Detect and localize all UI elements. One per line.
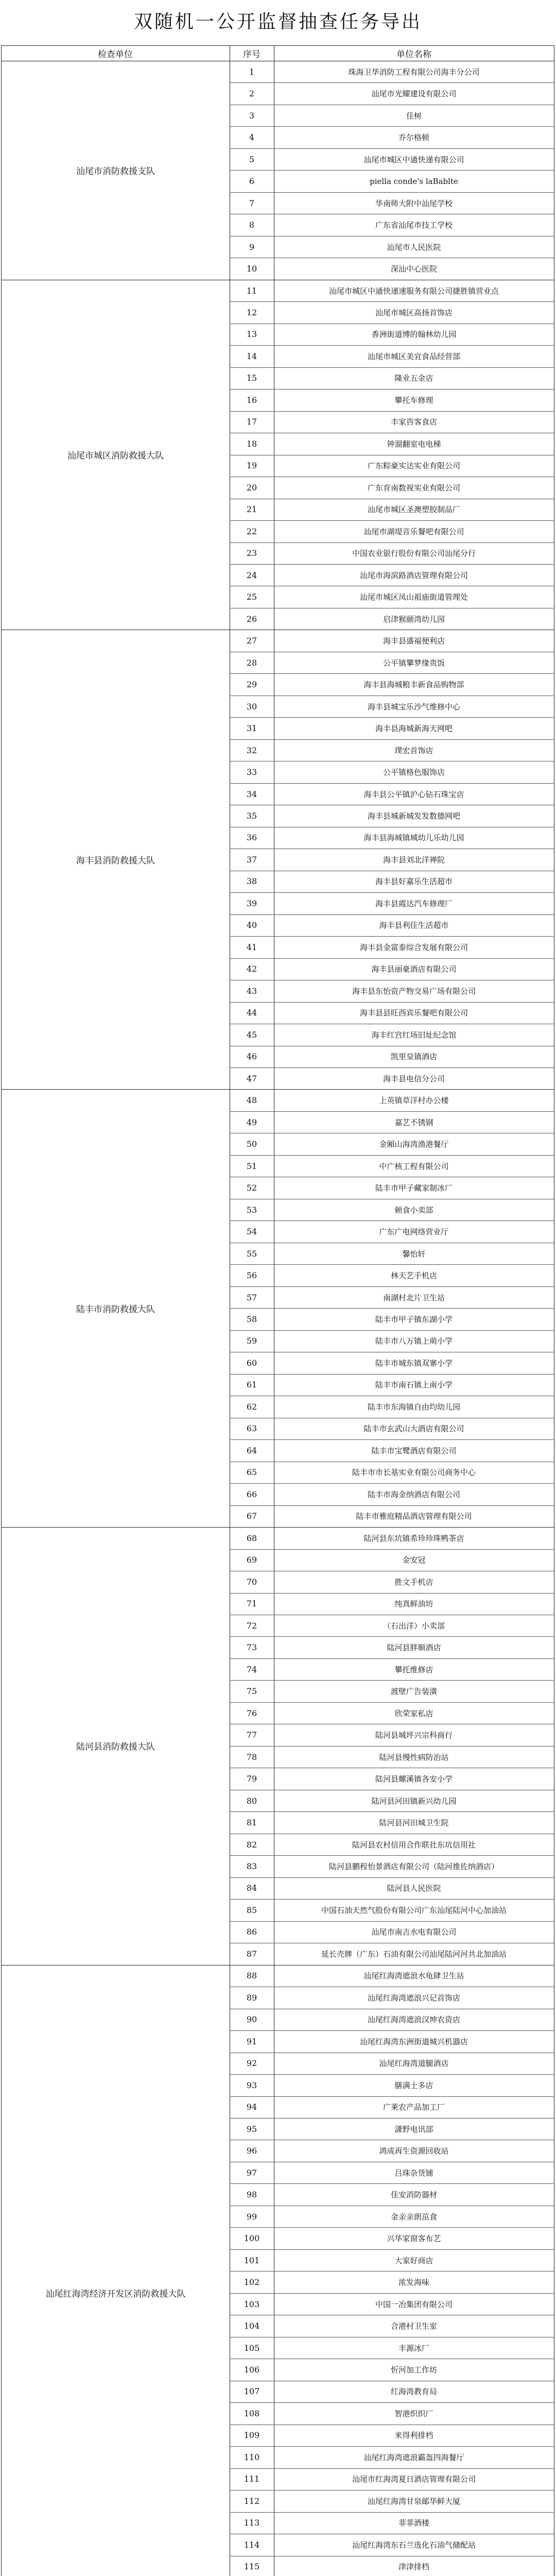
row-unit-name: 菲菲酒楼 bbox=[398, 2518, 429, 2528]
row-seq: 68 bbox=[246, 1533, 257, 1543]
row-unit-name: 海丰县东怡资产物交易广场有限公司 bbox=[352, 986, 476, 996]
row-seq: 7 bbox=[249, 198, 255, 208]
row-unit-name: 陆丰市宝鹭酒店有限公司 bbox=[371, 1446, 457, 1455]
row-unit-name: 攀托车修理 bbox=[394, 395, 433, 405]
row-unit-name: 汕尾市海滨路酒店管理有限公司 bbox=[359, 570, 468, 580]
row-seq: 105 bbox=[244, 2343, 260, 2353]
row-unit-name: 佳树 bbox=[406, 111, 422, 121]
row-unit-name: 深汕中心医院 bbox=[390, 264, 437, 274]
row-seq: 96 bbox=[246, 2146, 257, 2156]
row-seq: 113 bbox=[244, 2518, 260, 2528]
row-unit-name: （石出洋）小卖部 bbox=[383, 1621, 445, 1631]
row-unit-name: 陆河县慢性病防治站 bbox=[379, 1752, 449, 1762]
row-unit-name: 金厢山海湾渔港餐厅 bbox=[379, 1140, 449, 1149]
row-unit-name: 中广核工程有限公司 bbox=[379, 1161, 449, 1171]
row-seq: 51 bbox=[246, 1161, 257, 1171]
row-seq: 76 bbox=[246, 1708, 257, 1718]
row-unit-name: 兴华家窗客布艺 bbox=[387, 2234, 441, 2244]
row-seq: 56 bbox=[246, 1270, 257, 1281]
row-seq: 59 bbox=[246, 1336, 257, 1346]
row-unit-name: 陆河县东坑镇希珍珍珠鸭茶店 bbox=[363, 1533, 464, 1543]
row-seq: 9 bbox=[249, 242, 255, 252]
row-seq: 54 bbox=[246, 1227, 257, 1237]
row-seq: 42 bbox=[246, 964, 257, 974]
row-unit-name: 合港村卫生室 bbox=[390, 2321, 437, 2331]
row-unit-name: 嘉艺不锈钢 bbox=[394, 1117, 433, 1127]
row-seq: 84 bbox=[246, 1883, 257, 1893]
row-unit-name: 陆丰市甲子藏家制冰厂 bbox=[375, 1183, 453, 1193]
row-unit-name: 珠海卫华消防工程有限公司海丰分公司 bbox=[348, 67, 480, 77]
row-unit-name: 陆河县螺溪镇各安小学 bbox=[375, 1774, 453, 1784]
row-seq: 37 bbox=[246, 854, 257, 865]
row-seq: 93 bbox=[246, 2080, 257, 2090]
row-seq: 25 bbox=[246, 592, 257, 602]
row-seq: 83 bbox=[246, 1861, 257, 1871]
row-seq: 73 bbox=[246, 1642, 257, 1653]
row-seq: 38 bbox=[246, 876, 257, 887]
row-unit-name: 广东粽豪实达实业有限公司 bbox=[367, 461, 460, 471]
row-seq: 60 bbox=[246, 1358, 257, 1368]
row-unit-name: 红海湾教育局 bbox=[390, 2387, 437, 2397]
row-unit-name: piella conde's laBablte bbox=[370, 176, 458, 186]
row-seq: 8 bbox=[249, 220, 255, 230]
row-seq: 64 bbox=[246, 1445, 257, 1455]
inspection-unit: 汕尾市城区消防救援大队 bbox=[67, 451, 164, 462]
row-unit-name: 汕尾市光耀建设有限公司 bbox=[371, 89, 457, 99]
row-seq: 78 bbox=[246, 1752, 257, 1762]
row-seq: 101 bbox=[244, 2255, 260, 2265]
row-seq: 36 bbox=[246, 833, 257, 843]
row-unit-name: 丰家咨客食店 bbox=[390, 417, 437, 427]
row-unit-name: 香洲街道博的翰林幼儿园 bbox=[371, 330, 457, 340]
row-unit-name: 海丰县盛福便利店 bbox=[383, 636, 445, 646]
row-seq: 35 bbox=[246, 811, 257, 821]
row-unit-name: 汕尾市城区美宜食品经营部 bbox=[367, 351, 460, 361]
row-unit-name: 欣荣家私店 bbox=[394, 1708, 433, 1718]
row-seq: 17 bbox=[246, 417, 257, 427]
row-seq: 26 bbox=[246, 614, 257, 624]
row-seq: 16 bbox=[246, 395, 257, 405]
row-unit-name: 大家好商店 bbox=[394, 2256, 433, 2265]
row-unit-name: 海丰县利佳生活超市 bbox=[379, 921, 449, 930]
row-seq: 1 bbox=[249, 66, 255, 77]
row-seq: 53 bbox=[246, 1205, 257, 1215]
row-seq: 5 bbox=[249, 154, 255, 164]
row-seq: 95 bbox=[246, 2124, 257, 2134]
row-seq: 11 bbox=[246, 285, 257, 296]
row-unit-name: 陆丰市南石镇上南小学 bbox=[375, 1380, 453, 1390]
row-seq: 19 bbox=[246, 461, 257, 471]
row-unit-name: 汕尾市红海湾夏日酒店管理有限公司 bbox=[352, 2475, 476, 2484]
row-unit-name: 钟溜翻室电电梯 bbox=[387, 439, 441, 449]
row-seq: 29 bbox=[246, 680, 257, 690]
row-seq: 49 bbox=[246, 1117, 257, 1127]
row-seq: 52 bbox=[246, 1183, 257, 1193]
row-unit-name: 海丰县海城镇城幼儿乐幼儿园 bbox=[363, 833, 464, 843]
row-unit-name: 海丰县城新城发发数德网吧 bbox=[367, 811, 460, 821]
row-unit-name: 汕尾红海湾遮浪水龟肆卫生站 bbox=[363, 1971, 464, 1981]
row-seq: 88 bbox=[246, 1971, 257, 1981]
page-title: 双随机一公开监督抽查任务导出 bbox=[133, 11, 422, 32]
row-seq: 57 bbox=[246, 1292, 257, 1302]
row-seq: 33 bbox=[246, 767, 257, 777]
row-unit-name: 上英镇草洋村办公楼 bbox=[379, 1096, 449, 1106]
row-seq: 22 bbox=[246, 526, 257, 536]
row-unit-name: 馨怡轩 bbox=[402, 1249, 426, 1259]
row-seq: 81 bbox=[246, 1818, 257, 1828]
row-unit-name: 陆丰市雅庭精品酒店管理有限公司 bbox=[356, 1512, 472, 1521]
row-unit-name: 海丰县县旺西宾乐餐吧有限公司 bbox=[359, 1008, 468, 1018]
row-unit-name: 吕珠杂货铺 bbox=[394, 2168, 433, 2178]
row-unit-name: 陆丰市东海镇自由均幼儿园 bbox=[367, 1402, 460, 1412]
row-unit-name: 潇野电讯部 bbox=[394, 2124, 433, 2134]
row-unit-name: 海丰县海城粮丰新食品购物部 bbox=[363, 680, 464, 690]
row-seq: 66 bbox=[246, 1489, 257, 1499]
row-seq: 107 bbox=[244, 2386, 260, 2397]
row-unit-name: 乔尔格顿 bbox=[398, 133, 429, 143]
row-seq: 46 bbox=[246, 1052, 257, 1062]
row-unit-name: 林天艺手机店 bbox=[390, 1271, 437, 1281]
row-unit-name: 华南师大附中汕尾学校 bbox=[375, 198, 453, 208]
row-unit-name: 陆河县河田城卫生院 bbox=[379, 1818, 449, 1828]
row-seq: 62 bbox=[246, 1401, 257, 1412]
row-seq: 111 bbox=[244, 2474, 260, 2484]
row-seq: 10 bbox=[246, 264, 257, 274]
row-seq: 91 bbox=[246, 2036, 257, 2046]
row-unit-name: 陆丰市市长基实业有限公司商务中心 bbox=[352, 1468, 476, 1478]
row-unit-name: 广东育南数视实业有限公司 bbox=[367, 483, 460, 493]
row-seq: 106 bbox=[244, 2364, 260, 2375]
inspection-unit: 汕尾红海湾经济开发区消防救援大队 bbox=[45, 2289, 186, 2300]
row-seq: 89 bbox=[246, 1992, 257, 2003]
row-seq: 34 bbox=[246, 789, 257, 799]
row-seq: 45 bbox=[246, 1029, 257, 1040]
row-seq: 115 bbox=[244, 2562, 260, 2572]
row-unit-name: 海丰县好嘉乐生活超市 bbox=[375, 877, 453, 887]
row-unit-name: 陆河县农村信用合作联社东坑信用社 bbox=[352, 1840, 476, 1850]
row-unit-name: 陆河县城坪兴宗科商行 bbox=[375, 1731, 453, 1740]
row-seq: 77 bbox=[246, 1730, 257, 1740]
row-seq: 74 bbox=[246, 1664, 257, 1674]
row-seq: 44 bbox=[246, 1008, 257, 1018]
row-seq: 2 bbox=[249, 89, 255, 99]
row-seq: 14 bbox=[246, 351, 257, 361]
row-unit-name: 金安冠 bbox=[402, 1555, 426, 1565]
row-seq: 80 bbox=[246, 1795, 257, 1806]
row-unit-name: 南湖村北片卫生站 bbox=[383, 1293, 445, 1302]
row-unit-name: 汕尾市城区圣澳塑胶制品厂 bbox=[367, 505, 460, 515]
row-unit-name: 广东广电网络营业厅 bbox=[379, 1227, 449, 1237]
row-unit-name: 纯真鲜油坊 bbox=[394, 1599, 433, 1609]
row-unit-name: 陆丰市玄武山大酒店有限公司 bbox=[363, 1424, 464, 1434]
row-seq: 87 bbox=[246, 1948, 257, 1959]
row-seq: 28 bbox=[246, 657, 257, 668]
row-unit-name: 陆河县河田镇新兴幼儿园 bbox=[371, 1796, 457, 1806]
row-unit-name: 中国石油天然气股份有限公司广东汕尾陆河中心加油站 bbox=[321, 1905, 507, 1915]
row-seq: 15 bbox=[246, 373, 257, 383]
row-seq: 13 bbox=[246, 329, 257, 340]
row-seq: 90 bbox=[246, 2014, 257, 2025]
row-seq: 70 bbox=[246, 1577, 257, 1587]
row-unit-name: 丰源冰厂 bbox=[398, 2343, 429, 2353]
row-unit-name: 汕尾红海湾遮浪兴记首饰店 bbox=[367, 1993, 460, 2003]
row-seq: 32 bbox=[246, 745, 257, 755]
inspection-unit: 海丰县消防救援大队 bbox=[76, 855, 155, 866]
row-seq: 48 bbox=[246, 1095, 257, 1106]
row-unit-name: 海丰县城宝乐沙气维修中心 bbox=[367, 702, 460, 711]
row-unit-name: 中国一冶集团有限公司 bbox=[375, 2299, 453, 2309]
row-seq: 102 bbox=[244, 2277, 260, 2287]
row-seq: 112 bbox=[244, 2496, 260, 2506]
row-unit-name: 海丰红宫红场旧址纪念馆 bbox=[371, 1030, 457, 1040]
row-unit-name: 汕尾红海湾东洲街道城兴机器店 bbox=[359, 2037, 468, 2046]
row-seq: 67 bbox=[246, 1511, 257, 1521]
row-unit-name: 来得利排档 bbox=[394, 2431, 433, 2441]
row-seq: 63 bbox=[246, 1423, 257, 1434]
row-seq: 20 bbox=[246, 482, 257, 493]
row-unit-name: 海丰县公平镇沪心钻石珠宝店 bbox=[363, 789, 464, 799]
row-seq: 99 bbox=[246, 2211, 257, 2222]
row-seq: 114 bbox=[244, 2539, 260, 2550]
row-unit-name: 延长壳牌（广东）石油有限公司汕尾陆河河共北加油站 bbox=[321, 1949, 507, 1959]
row-unit-name: 陆河县胖顺酒店 bbox=[387, 1643, 441, 1653]
row-unit-name: 忻河加工作坊 bbox=[390, 2365, 437, 2375]
row-unit-name: 汕尾红海湾遮浪霸盔四海餐厅 bbox=[363, 2452, 464, 2462]
row-seq: 3 bbox=[249, 110, 255, 121]
row-seq: 79 bbox=[246, 1774, 257, 1784]
row-seq: 30 bbox=[246, 701, 257, 711]
row-seq: 85 bbox=[246, 1905, 257, 1915]
row-unit-name: 陆丰市城东镇双寨小学 bbox=[375, 1358, 453, 1368]
row-seq: 39 bbox=[246, 898, 257, 908]
row-unit-name: 金亲亲朗茁食 bbox=[390, 2212, 437, 2222]
row-unit-name: 海丰县刘北洋禅院 bbox=[383, 855, 445, 865]
row-seq: 43 bbox=[246, 986, 257, 996]
row-seq: 31 bbox=[246, 723, 257, 734]
row-seq: 55 bbox=[246, 1248, 257, 1259]
row-seq: 50 bbox=[246, 1139, 257, 1149]
inspection-unit: 陆河县消防救援大队 bbox=[76, 1742, 155, 1753]
row-seq: 47 bbox=[246, 1073, 257, 1083]
row-unit-name: 璞宏首饰店 bbox=[394, 745, 433, 755]
row-seq: 82 bbox=[246, 1839, 257, 1850]
row-unit-name: 膳满士多店 bbox=[394, 2080, 433, 2090]
row-seq: 103 bbox=[244, 2299, 260, 2309]
row-unit-name: 渡壁广告装潢 bbox=[390, 1687, 437, 1697]
row-seq: 4 bbox=[249, 132, 255, 143]
row-seq: 71 bbox=[246, 1599, 257, 1609]
row-seq: 108 bbox=[244, 2408, 260, 2418]
row-unit-name: 陆丰市海金纳酒店有限公司 bbox=[367, 1489, 460, 1499]
row-unit-name: 顿食小卖部 bbox=[394, 1205, 433, 1215]
row-unit-name: 海丰县丽豪酒店有限公司 bbox=[371, 964, 457, 974]
row-unit-name: 公平镇格色服饰店 bbox=[383, 768, 445, 777]
inspection-unit: 陆丰市消防救援大队 bbox=[76, 1304, 155, 1315]
row-unit-name: 汕尾市人民医院 bbox=[387, 242, 441, 252]
row-unit-name: 汕尾红海湾甘泉邮华鲜大厦 bbox=[367, 2496, 460, 2506]
row-seq: 61 bbox=[246, 1380, 257, 1390]
row-unit-name: 汕尾市城区中通快递有限公司 bbox=[363, 155, 464, 164]
row-seq: 86 bbox=[246, 1927, 257, 1937]
row-seq: 23 bbox=[246, 548, 257, 558]
row-seq: 110 bbox=[244, 2452, 260, 2462]
row-unit-name: 公平镇攀梦缘贵饭 bbox=[383, 658, 445, 668]
row-unit-name: 海丰县金富泰综合发展有限公司 bbox=[359, 942, 468, 952]
row-unit-name: 智港织织厂 bbox=[394, 2409, 433, 2418]
row-unit-name: 津津排档 bbox=[398, 2562, 429, 2572]
row-seq: 94 bbox=[246, 2102, 257, 2112]
row-seq: 109 bbox=[244, 2430, 260, 2441]
row-seq: 72 bbox=[246, 1620, 257, 1631]
row-unit-name: 佳安消防器材 bbox=[390, 2190, 437, 2200]
row-unit-name: 广莱农产品加工厂 bbox=[383, 2103, 445, 2112]
row-seq: 18 bbox=[246, 438, 257, 449]
row-unit-name: 海丰县海城新海天网吧 bbox=[375, 724, 453, 734]
inspection-unit: 汕尾市消防救援支队 bbox=[76, 166, 155, 177]
row-unit-name: 海丰县电信分公司 bbox=[383, 1074, 445, 1083]
row-seq: 21 bbox=[246, 504, 257, 515]
row-unit-name: 胜文手机店 bbox=[394, 1577, 433, 1587]
row-unit-name: 陆丰市八万镇上萌小学 bbox=[375, 1336, 453, 1346]
row-seq: 104 bbox=[244, 2321, 260, 2331]
row-seq: 24 bbox=[246, 570, 257, 580]
row-seq: 12 bbox=[246, 307, 257, 317]
row-seq: 65 bbox=[246, 1467, 257, 1478]
row-unit-name: 攀托维修店 bbox=[394, 1665, 433, 1674]
row-unit-name: 陆丰市甲子镇东湖小学 bbox=[375, 1315, 453, 1325]
row-seq: 6 bbox=[249, 176, 255, 187]
row-unit-name: 凯里皇镇酒店 bbox=[390, 1052, 437, 1062]
row-unit-name: 陆河县鹏程怡景酒店有限公司（陆河推佐纳酒店） bbox=[328, 1861, 499, 1871]
row-unit-name: 汕尾市城区凤山祖庙街道管理处 bbox=[359, 592, 468, 602]
row-seq: 97 bbox=[246, 2167, 257, 2178]
row-unit-name: 汕尾市湖堤音乐餐吧有限公司 bbox=[363, 527, 464, 536]
row-seq: 40 bbox=[246, 920, 257, 930]
row-unit-name: 中国农业银行股份有限公司汕尾分行 bbox=[352, 549, 476, 558]
row-unit-name: 汕尾红海湾东石兰选化石油气储配站 bbox=[352, 2540, 476, 2550]
row-seq: 92 bbox=[246, 2058, 257, 2069]
row-unit-name: 浓发海味 bbox=[398, 2278, 429, 2287]
header-name: 单位名称 bbox=[396, 49, 431, 60]
row-unit-name: 启津猴颐湾幼儿园 bbox=[383, 614, 445, 624]
row-unit-name: 陆河县人民医院 bbox=[387, 1884, 441, 1893]
row-unit-name: 汕尾市城区中通快递速服务有限公司捷胜镇营业点 bbox=[328, 286, 499, 296]
row-seq: 58 bbox=[246, 1314, 257, 1325]
row-unit-name: 汕尾红海湾道腿酒店 bbox=[379, 2059, 449, 2069]
header-unit: 检查单位 bbox=[98, 49, 133, 60]
row-unit-name: 隆业五金店 bbox=[394, 374, 433, 383]
row-seq: 69 bbox=[246, 1555, 257, 1565]
row-unit-name: 汕尾市南吉水电有限公司 bbox=[371, 1927, 457, 1937]
row-unit-name: 鸿成再生资源回收站 bbox=[379, 2146, 449, 2156]
row-seq: 98 bbox=[246, 2190, 257, 2200]
row-seq: 100 bbox=[244, 2233, 260, 2244]
row-seq: 41 bbox=[246, 942, 257, 952]
header-seq: 序号 bbox=[243, 49, 260, 60]
row-unit-name: 海丰县霞达汽车修理厂 bbox=[375, 899, 453, 908]
row-unit-name: 汕尾市城区高扬首饰店 bbox=[375, 308, 453, 317]
row-seq: 27 bbox=[246, 636, 257, 646]
row-unit-name: 广东省汕尾市技工学校 bbox=[375, 221, 453, 230]
row-seq: 75 bbox=[246, 1686, 257, 1697]
row-unit-name: 汕尾红海湾遮浪汉坤农资店 bbox=[367, 2015, 460, 2025]
